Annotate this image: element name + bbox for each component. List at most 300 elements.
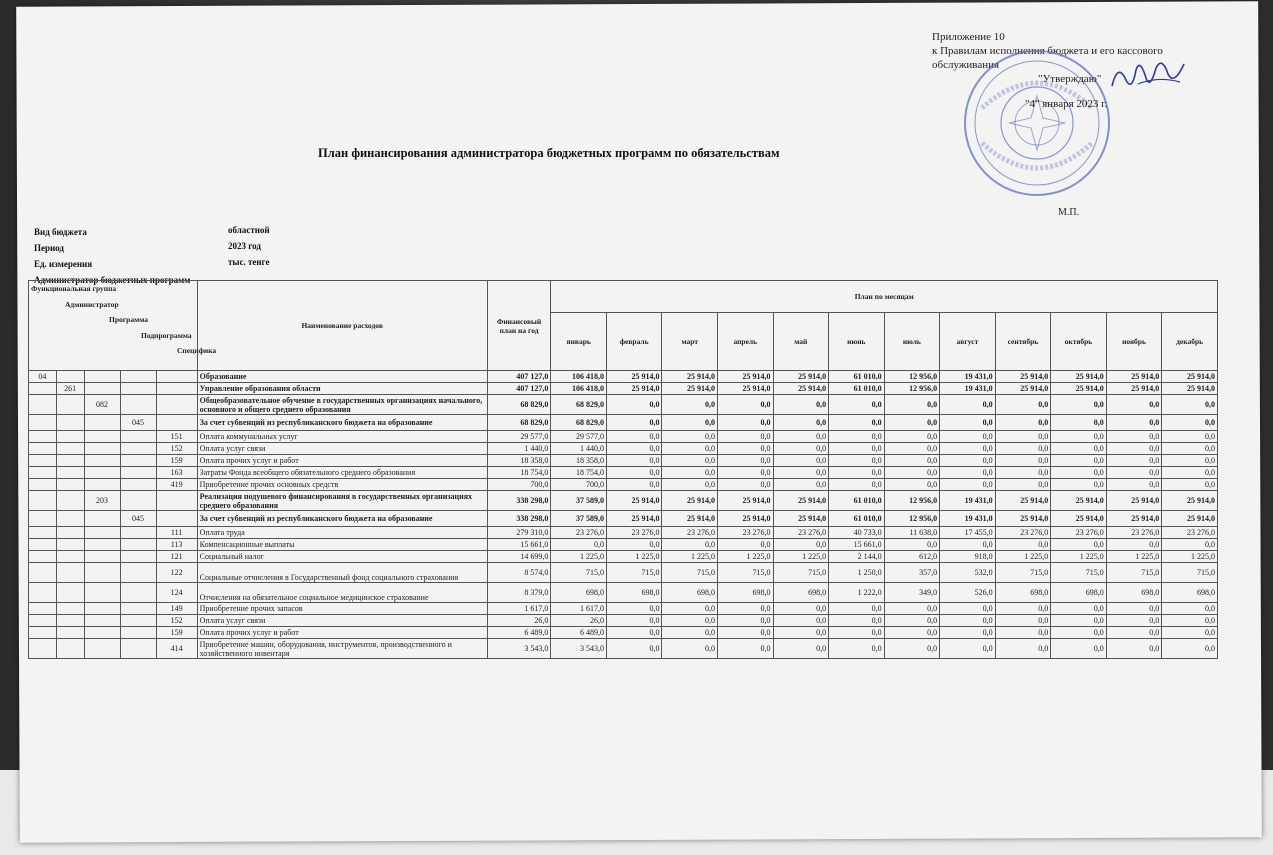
month-value-cell: 18 358,0 — [551, 455, 607, 467]
month-value-cell: 0,0 — [829, 603, 885, 615]
month-value-cell: 26,0 — [551, 615, 607, 627]
month-value-cell: 698,0 — [551, 583, 607, 603]
month-value-cell: 25 914,0 — [718, 383, 774, 395]
month-value-cell: 715,0 — [995, 563, 1051, 583]
month-value-cell: 23 276,0 — [1106, 527, 1162, 539]
code-cell: 113 — [156, 539, 197, 551]
month-value-cell: 0,0 — [884, 395, 940, 415]
month-value-cell: 0,0 — [884, 615, 940, 627]
month-value-cell: 698,0 — [718, 583, 774, 603]
month-value-cell: 0,0 — [718, 443, 774, 455]
annual-plan-cell: 18 358,0 — [487, 455, 551, 467]
header-month: февраль — [606, 313, 662, 371]
code-cell — [29, 583, 57, 603]
table-row — [29, 415, 1218, 431]
month-value-cell: 715,0 — [662, 563, 718, 583]
month-value-cell: 698,0 — [1106, 583, 1162, 603]
annex-line-1: Приложение 10 — [932, 31, 1005, 43]
month-value-cell: 0,0 — [1106, 455, 1162, 467]
code-cell — [56, 479, 84, 491]
month-value-cell: 0,0 — [995, 615, 1051, 627]
month-value-cell: 0,0 — [606, 395, 662, 415]
expense-name-cell: Оплата услуг связи — [197, 615, 487, 627]
annual-plan-cell: 68 829,0 — [487, 395, 551, 415]
month-value-cell: 715,0 — [606, 563, 662, 583]
code-cell — [120, 431, 156, 443]
code-headers — [29, 281, 217, 371]
month-value-cell: 0,0 — [829, 443, 885, 455]
code-cell — [84, 539, 120, 551]
month-value-cell: 0,0 — [606, 467, 662, 479]
code-cell — [29, 539, 57, 551]
month-value-cell: 0,0 — [940, 467, 996, 479]
header-month: январь — [551, 313, 607, 371]
month-value-cell: 0,0 — [995, 443, 1051, 455]
month-value-cell: 25 914,0 — [1051, 371, 1107, 383]
code-cell — [120, 563, 156, 583]
code-cell — [120, 615, 156, 627]
month-value-cell: 0,0 — [884, 639, 940, 659]
month-value-cell: 0,0 — [662, 539, 718, 551]
month-value-cell: 1 617,0 — [551, 603, 607, 615]
month-value-cell: 1 225,0 — [1051, 551, 1107, 563]
table-row — [29, 551, 1218, 563]
header-month: сентябрь — [995, 313, 1051, 371]
month-value-cell: 1 225,0 — [995, 551, 1051, 563]
code-cell: 159 — [156, 627, 197, 639]
code-cell: 082 — [84, 395, 120, 415]
code-cell — [29, 563, 57, 583]
month-value-cell: 25 914,0 — [995, 491, 1051, 511]
month-value-cell: 0,0 — [718, 455, 774, 467]
month-value-cell: 0,0 — [1162, 627, 1218, 639]
month-value-cell: 0,0 — [1106, 603, 1162, 615]
code-cell — [120, 527, 156, 539]
month-value-cell: 1 225,0 — [718, 551, 774, 563]
month-value-cell: 0,0 — [662, 479, 718, 491]
month-value-cell: 0,0 — [1051, 455, 1107, 467]
month-value-cell: 0,0 — [662, 431, 718, 443]
code-cell — [156, 371, 197, 383]
month-value-cell: 0,0 — [773, 539, 829, 551]
month-value-cell: 0,0 — [718, 627, 774, 639]
table-row — [29, 479, 1218, 491]
header-program: Программа — [109, 315, 148, 324]
month-value-cell: 23 276,0 — [1162, 527, 1218, 539]
expense-name-cell: Управление образования области — [197, 383, 487, 395]
expense-name-cell: Оплата прочих услуг и работ — [197, 455, 487, 467]
code-cell — [56, 467, 84, 479]
month-value-cell: 698,0 — [1162, 583, 1218, 603]
month-value-cell: 532,0 — [940, 563, 996, 583]
month-value-cell: 0,0 — [1106, 539, 1162, 551]
annual-plan-cell: 700,0 — [487, 479, 551, 491]
table-row — [29, 527, 1218, 539]
month-value-cell: 0,0 — [606, 615, 662, 627]
table-row — [29, 491, 1218, 511]
month-value-cell: 715,0 — [1051, 563, 1107, 583]
table-row — [29, 431, 1218, 443]
code-cell — [84, 431, 120, 443]
month-value-cell: 612,0 — [884, 551, 940, 563]
page-title: План финансирования администратора бюджетных программ по обязательствам — [318, 146, 780, 160]
code-cell — [120, 467, 156, 479]
code-cell — [29, 639, 57, 659]
table-row — [29, 563, 1218, 583]
header-month: август — [940, 313, 996, 371]
month-value-cell: 0,0 — [995, 455, 1051, 467]
header-month: июнь — [829, 313, 885, 371]
code-cell — [120, 395, 156, 415]
code-cell — [56, 615, 84, 627]
month-value-cell: 23 276,0 — [718, 527, 774, 539]
annual-plan-cell: 338 298,0 — [487, 491, 551, 511]
month-value-cell: 0,0 — [718, 479, 774, 491]
month-value-cell: 40 733,0 — [829, 527, 885, 539]
month-value-cell: 0,0 — [606, 415, 662, 431]
code-cell — [29, 627, 57, 639]
month-value-cell: 0,0 — [1051, 615, 1107, 627]
month-value-cell: 25 914,0 — [1106, 511, 1162, 527]
month-value-cell: 0,0 — [829, 455, 885, 467]
code-cell — [84, 443, 120, 455]
code-cell — [84, 467, 120, 479]
annual-plan-cell: 8 574,0 — [487, 563, 551, 583]
month-value-cell: 25 914,0 — [1106, 371, 1162, 383]
month-value-cell: 0,0 — [773, 639, 829, 659]
header-month: май — [773, 313, 829, 371]
code-cell — [29, 491, 57, 511]
code-cell — [120, 383, 156, 395]
header-subprogram: Подпрограмма — [141, 330, 192, 340]
month-value-cell: 1 225,0 — [1106, 551, 1162, 563]
month-value-cell: 0,0 — [995, 627, 1051, 639]
table-row — [29, 627, 1218, 639]
code-cell — [56, 563, 84, 583]
month-value-cell: 25 914,0 — [1106, 383, 1162, 395]
month-value-cell: 0,0 — [829, 467, 885, 479]
month-value-cell: 0,0 — [662, 639, 718, 659]
header-month: октябрь — [1051, 313, 1107, 371]
code-cell — [120, 491, 156, 511]
month-value-cell: 61 010,0 — [829, 371, 885, 383]
month-value-cell: 0,0 — [1051, 467, 1107, 479]
month-value-cell: 0,0 — [940, 443, 996, 455]
month-value-cell: 0,0 — [1162, 455, 1218, 467]
code-cell — [29, 603, 57, 615]
code-cell — [29, 479, 57, 491]
month-value-cell: 25 914,0 — [1051, 383, 1107, 395]
expense-name-cell: Оплата труда — [197, 527, 487, 539]
month-value-cell: 0,0 — [829, 415, 885, 431]
month-value-cell: 0,0 — [884, 431, 940, 443]
code-cell — [56, 491, 84, 511]
month-value-cell: 0,0 — [606, 627, 662, 639]
header-month: ноябрь — [1106, 313, 1162, 371]
month-value-cell: 0,0 — [606, 443, 662, 455]
code-cell — [156, 491, 197, 511]
month-value-cell: 0,0 — [1051, 627, 1107, 639]
month-value-cell: 698,0 — [995, 583, 1051, 603]
code-cell — [29, 551, 57, 563]
month-value-cell: 0,0 — [995, 539, 1051, 551]
code-cell: 152 — [156, 615, 197, 627]
code-cell — [120, 371, 156, 383]
code-cell — [56, 415, 84, 431]
code-cell — [120, 603, 156, 615]
month-value-cell: 0,0 — [773, 467, 829, 479]
month-value-cell: 11 638,0 — [884, 527, 940, 539]
code-cell — [84, 511, 120, 527]
month-value-cell: 25 914,0 — [1051, 511, 1107, 527]
month-value-cell: 0,0 — [1106, 639, 1162, 659]
code-cell — [156, 395, 197, 415]
meta-label-unit: Ед. измерения — [34, 259, 93, 269]
code-cell — [84, 583, 120, 603]
code-cell — [29, 527, 57, 539]
month-value-cell: 0,0 — [773, 603, 829, 615]
annual-plan-cell: 338 298,0 — [487, 511, 551, 527]
month-value-cell: 0,0 — [884, 455, 940, 467]
month-value-cell: 0,0 — [940, 539, 996, 551]
month-value-cell: 37 589,0 — [551, 491, 607, 511]
month-value-cell: 23 276,0 — [606, 527, 662, 539]
month-value-cell: 1 225,0 — [551, 551, 607, 563]
header-month: июль — [884, 313, 940, 371]
month-value-cell: 0,0 — [1051, 415, 1107, 431]
month-value-cell: 715,0 — [1106, 563, 1162, 583]
month-value-cell: 0,0 — [606, 431, 662, 443]
month-value-cell: 526,0 — [940, 583, 996, 603]
month-value-cell: 12 956,0 — [884, 491, 940, 511]
month-value-cell: 18 754,0 — [551, 467, 607, 479]
month-value-cell: 0,0 — [940, 603, 996, 615]
approved-label: "Утверждаю" — [1038, 73, 1102, 85]
month-value-cell: 0,0 — [829, 395, 885, 415]
month-value-cell: 19 431,0 — [940, 511, 996, 527]
month-value-cell: 700,0 — [551, 479, 607, 491]
code-cell — [84, 551, 120, 563]
expense-name-cell: Оплата услуг связи — [197, 443, 487, 455]
month-value-cell: 25 914,0 — [1162, 383, 1218, 395]
header-functional-group: Функциональная группа — [31, 284, 117, 293]
month-value-cell: 0,0 — [1106, 467, 1162, 479]
code-cell — [56, 431, 84, 443]
code-cell — [56, 443, 84, 455]
annual-plan-cell: 68 829,0 — [487, 415, 551, 431]
table-row — [29, 455, 1218, 467]
annex-line-2: к Правилам исполнения бюджета и его кассового — [932, 45, 1163, 57]
annual-plan-cell: 15 661,0 — [487, 539, 551, 551]
annual-plan-cell: 29 577,0 — [487, 431, 551, 443]
month-value-cell: 0,0 — [995, 603, 1051, 615]
code-cell — [84, 455, 120, 467]
annual-plan-cell: 6 489,0 — [487, 627, 551, 639]
approval-date: "4" января 2023 г. — [1025, 98, 1108, 110]
annual-plan-cell: 407 127,0 — [487, 371, 551, 383]
month-value-cell: 12 956,0 — [884, 511, 940, 527]
code-cell — [84, 563, 120, 583]
code-cell — [29, 455, 57, 467]
expense-name-cell: Общеобразовательное обучение в государственных организациях начального, основного и общего среднего образования — [197, 395, 487, 415]
month-value-cell: 0,0 — [940, 431, 996, 443]
month-value-cell: 1 225,0 — [606, 551, 662, 563]
code-cell — [84, 415, 120, 431]
month-value-cell: 0,0 — [1051, 395, 1107, 415]
code-cell — [29, 467, 57, 479]
meta-value-period: 2023 год — [228, 241, 261, 251]
header-administrator: Администратор — [65, 299, 119, 309]
month-value-cell: 0,0 — [995, 467, 1051, 479]
month-value-cell: 25 914,0 — [1162, 511, 1218, 527]
month-value-cell: 25 914,0 — [773, 491, 829, 511]
month-value-cell: 19 431,0 — [940, 383, 996, 395]
month-value-cell: 25 914,0 — [995, 371, 1051, 383]
header-month: апрель — [718, 313, 774, 371]
header-expense-name: Наименование расходов — [197, 281, 487, 371]
annual-plan-cell: 1 440,0 — [487, 443, 551, 455]
month-value-cell: 0,0 — [829, 615, 885, 627]
expense-name-cell: Оплата прочих услуг и работ — [197, 627, 487, 639]
month-value-cell: 0,0 — [718, 395, 774, 415]
month-value-cell: 0,0 — [940, 639, 996, 659]
code-cell — [84, 371, 120, 383]
month-value-cell: 0,0 — [1051, 443, 1107, 455]
code-cell — [29, 431, 57, 443]
code-cell — [56, 639, 84, 659]
month-value-cell: 25 914,0 — [662, 371, 718, 383]
month-value-cell: 0,0 — [662, 615, 718, 627]
month-value-cell: 17 455,0 — [940, 527, 996, 539]
month-value-cell: 25 914,0 — [773, 511, 829, 527]
month-value-cell: 25 914,0 — [662, 491, 718, 511]
code-cell — [84, 479, 120, 491]
month-value-cell: 698,0 — [606, 583, 662, 603]
month-value-cell: 61 010,0 — [829, 491, 885, 511]
month-value-cell: 25 914,0 — [662, 383, 718, 395]
month-value-cell: 715,0 — [718, 563, 774, 583]
month-value-cell: 15 661,0 — [829, 539, 885, 551]
month-value-cell: 0,0 — [718, 539, 774, 551]
month-value-cell: 25 914,0 — [718, 491, 774, 511]
month-value-cell: 25 914,0 — [1162, 491, 1218, 511]
month-value-cell: 1 250,0 — [829, 563, 885, 583]
month-value-cell: 0,0 — [773, 395, 829, 415]
code-cell — [156, 511, 197, 527]
table-row — [29, 443, 1218, 455]
expense-name-cell: Приобретение прочих основных средств — [197, 479, 487, 491]
month-value-cell: 0,0 — [1051, 539, 1107, 551]
table-row — [29, 615, 1218, 627]
month-value-cell: 61 010,0 — [829, 383, 885, 395]
month-value-cell: 0,0 — [1162, 479, 1218, 491]
month-value-cell: 25 914,0 — [606, 371, 662, 383]
code-cell — [120, 627, 156, 639]
month-value-cell: 2 144,0 — [829, 551, 885, 563]
code-cell — [29, 383, 57, 395]
month-value-cell: 0,0 — [606, 539, 662, 551]
month-value-cell: 0,0 — [662, 603, 718, 615]
month-value-cell: 0,0 — [773, 443, 829, 455]
month-value-cell: 106 418,0 — [551, 383, 607, 395]
code-cell: 151 — [156, 431, 197, 443]
code-cell — [156, 415, 197, 431]
month-value-cell: 29 577,0 — [551, 431, 607, 443]
month-value-cell: 25 914,0 — [606, 511, 662, 527]
meta-label-administrator: Администратор бюджетных программ — [34, 275, 191, 285]
month-value-cell: 0,0 — [884, 443, 940, 455]
month-value-cell: 68 829,0 — [551, 395, 607, 415]
month-value-cell: 0,0 — [940, 627, 996, 639]
month-value-cell: 6 489,0 — [551, 627, 607, 639]
header-monthly-plan: План по месяцам — [551, 281, 1218, 313]
table-row — [29, 603, 1218, 615]
month-value-cell: 0,0 — [940, 415, 996, 431]
meta-label-budget-type: Вид бюджета — [34, 227, 87, 237]
month-value-cell: 19 431,0 — [940, 491, 996, 511]
code-cell — [29, 615, 57, 627]
month-value-cell: 0,0 — [995, 395, 1051, 415]
code-cell — [56, 527, 84, 539]
header-month: декабрь — [1162, 313, 1218, 371]
month-value-cell: 0,0 — [1106, 443, 1162, 455]
code-cell — [84, 603, 120, 615]
month-value-cell: 0,0 — [1106, 627, 1162, 639]
month-value-cell: 0,0 — [662, 415, 718, 431]
month-value-cell: 25 914,0 — [995, 383, 1051, 395]
code-cell — [84, 615, 120, 627]
annex-line-3: обслуживания — [932, 59, 1000, 71]
month-value-cell: 0,0 — [884, 539, 940, 551]
code-cell — [29, 443, 57, 455]
month-value-cell: 0,0 — [1051, 639, 1107, 659]
month-value-cell: 0,0 — [773, 627, 829, 639]
month-value-cell: 25 914,0 — [1051, 491, 1107, 511]
code-cell: 04 — [29, 371, 57, 383]
code-cell — [56, 455, 84, 467]
month-value-cell: 918,0 — [940, 551, 996, 563]
code-cell: 159 — [156, 455, 197, 467]
annual-plan-cell: 26,0 — [487, 615, 551, 627]
code-cell — [56, 371, 84, 383]
month-value-cell: 0,0 — [662, 627, 718, 639]
month-value-cell: 23 276,0 — [662, 527, 718, 539]
month-value-cell: 1 222,0 — [829, 583, 885, 603]
annual-plan-cell: 1 617,0 — [487, 603, 551, 615]
code-cell — [29, 511, 57, 527]
month-value-cell: 349,0 — [884, 583, 940, 603]
month-value-cell: 0,0 — [773, 415, 829, 431]
seal-place-label: М.П. — [1058, 207, 1080, 218]
month-value-cell: 0,0 — [718, 467, 774, 479]
month-value-cell: 0,0 — [1162, 639, 1218, 659]
month-value-cell: 0,0 — [1162, 443, 1218, 455]
code-cell — [120, 539, 156, 551]
code-cell — [156, 383, 197, 395]
meta-value-unit: тыс. тенге — [228, 257, 270, 267]
month-value-cell: 12 956,0 — [884, 383, 940, 395]
month-value-cell: 23 276,0 — [773, 527, 829, 539]
code-cell — [84, 383, 120, 395]
code-cell — [56, 603, 84, 615]
code-cell — [84, 627, 120, 639]
month-value-cell: 25 914,0 — [718, 371, 774, 383]
month-value-cell: 1 440,0 — [551, 443, 607, 455]
code-cell — [120, 639, 156, 659]
month-value-cell: 0,0 — [829, 627, 885, 639]
month-value-cell: 698,0 — [773, 583, 829, 603]
month-value-cell: 23 276,0 — [1051, 527, 1107, 539]
